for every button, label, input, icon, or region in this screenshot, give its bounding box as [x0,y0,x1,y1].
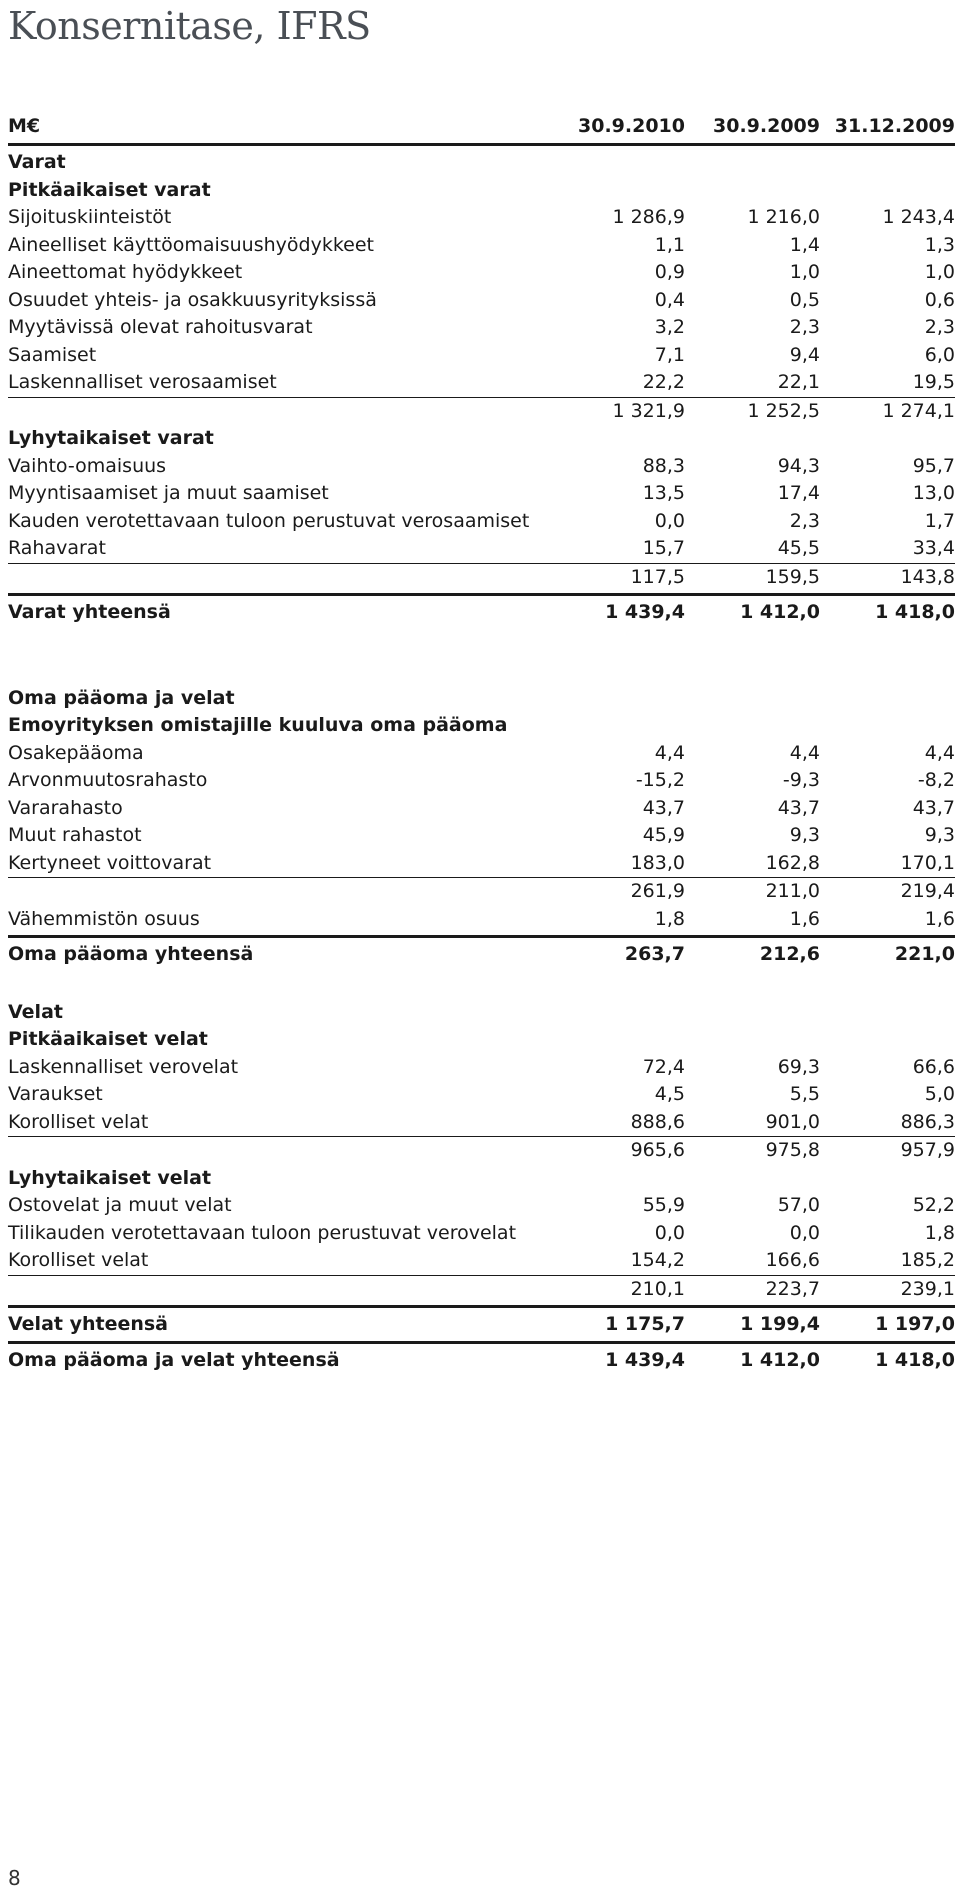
table-row [8,906,955,934]
table-row [8,599,955,627]
value-cell: 1,3 [924,233,955,256]
value-cell: 17,4 [777,482,820,504]
value-cell: 1,6 [924,907,955,930]
value-cell: 1 175,7 [605,1313,685,1335]
value-cell: 1 274,1 [882,399,955,422]
value-cell: 13,0 [912,482,955,504]
row-label: Vähemmistön osuus [8,907,200,930]
value-cell: -15,2 [635,769,685,791]
table-row [8,453,955,481]
value-cell: 33,4 [912,537,955,559]
section-heading [8,149,955,177]
section-spacer [8,627,955,685]
value-cell: 901,0 [765,1110,820,1133]
value-cell: 1 418,0 [875,601,955,623]
row-label: Laskennalliset verosaamiset [8,371,277,393]
value-cell: 5,0 [924,1083,955,1105]
row-label: Varat yhteensä [8,601,171,623]
row-label: Myyntisaamiset ja muut saamiset [8,482,329,504]
value-cell: 263,7 [624,943,685,965]
value-cell: 1,1 [654,233,685,256]
row-label: Oma pääoma ja velat yhteensä [8,1348,340,1371]
page-number: 8 [8,1866,21,1890]
section-heading [8,1165,955,1193]
value-cell: 9,3 [789,824,820,846]
value-cell: 210,1 [630,1277,685,1300]
value-cell: 88,3 [642,454,685,477]
table-row [8,767,955,795]
value-cell: 72,4 [642,1055,685,1078]
value-cell: 166,6 [765,1249,820,1271]
value-cell: 211,0 [765,880,820,902]
row-label: Kauden verotettavaan tuloon perustuvat verosaamiset [8,509,530,532]
subtotal-row [8,1137,955,1165]
row-label: Emoyrityksen omistajille kuuluva oma pääoma [8,714,508,736]
value-cell: 1,8 [924,1221,955,1244]
row-label: Vararahasto [8,796,123,819]
row-label: Korolliset velat [8,1249,149,1271]
table-row [8,1311,955,1339]
row-label: Lyhytaikaiset velat [8,1166,212,1189]
table-row [8,287,955,315]
value-cell: 55,9 [642,1194,685,1216]
value-cell: 965,6 [630,1139,685,1161]
value-cell: 1 197,0 [875,1313,955,1335]
value-cell: 154,2 [630,1249,685,1271]
value-cell: 0,0 [654,509,685,532]
value-cell: 15,7 [642,537,685,559]
table-row [8,1109,955,1137]
row-label: Velat yhteensä [8,1313,169,1335]
total-divider [8,593,955,596]
table-row [8,850,955,878]
value-cell: 159,5 [765,565,820,588]
section-heading [8,685,955,713]
value-cell: 0,0 [789,1221,820,1244]
value-cell: 1,4 [789,233,820,256]
value-cell: 1 439,4 [605,1348,685,1371]
table-row [8,232,955,260]
row-label: Osuudet yhteis- ja osakkuusyrityksissä [8,288,377,311]
table-row [8,740,955,768]
table-row [8,369,955,397]
value-cell: 2,3 [789,316,820,338]
value-cell: 4,4 [789,741,820,764]
subtotal-row [8,564,955,592]
subtotal-row [8,878,955,906]
value-cell: 4,5 [654,1083,685,1105]
value-cell: 212,6 [759,943,820,965]
row-label: Myytävissä olevat rahoitusvarat [8,316,313,338]
table-row [8,204,955,232]
table-row [8,508,955,536]
value-cell: 975,8 [765,1139,820,1161]
section-heading [8,177,955,205]
value-cell: 2,3 [924,316,955,338]
total-divider [8,1341,955,1344]
value-cell: 9,3 [924,824,955,846]
row-label: Muut rahastot [8,824,142,846]
row-label: Pitkäaikaiset velat [8,1028,208,1050]
value-cell: 0,4 [654,288,685,311]
table-row [8,314,955,342]
value-cell: 0,6 [924,288,955,311]
unit-label: M€ [8,115,41,137]
value-cell: 1 199,4 [740,1313,820,1335]
value-cell: -8,2 [917,769,955,791]
row-label: Rahavarat [8,537,106,559]
row-label: Aineelliset käyttöomaisuushyödykkeet [8,233,375,256]
table-header [8,113,955,141]
value-cell: 886,3 [900,1110,955,1133]
value-cell: 1,7 [924,509,955,532]
section-heading [8,999,955,1027]
value-cell: 0,5 [789,288,820,311]
balance-sheet-table [8,113,955,1374]
value-cell: 162,8 [765,851,820,874]
subtotal-row [8,398,955,426]
value-cell: 185,2 [900,1249,955,1271]
row-label: Kertyneet voittovarat [8,851,212,874]
value-cell: 45,5 [777,537,820,559]
row-label: Saamiset [8,343,97,366]
value-cell: 219,4 [900,880,955,902]
row-label: Laskennalliset verovelat [8,1055,239,1078]
value-cell: 52,2 [912,1194,955,1216]
table-row [8,535,955,563]
value-cell: 1 321,9 [612,399,685,422]
table-row [8,259,955,287]
value-cell: -9,3 [782,769,820,791]
row-label: Aineettomat hyödykkeet [8,261,243,283]
value-cell: 45,9 [642,824,685,846]
value-cell: 1 412,0 [740,1348,820,1371]
value-cell: 13,5 [642,482,685,504]
table-row [8,1220,955,1248]
value-cell: 1 243,4 [882,206,955,228]
column-header-30-9-2010: 30.9.2010 [578,115,685,137]
value-cell: 43,7 [642,796,685,819]
row-label: Korolliset velat [8,1110,149,1133]
value-cell: 1 286,9 [612,206,685,228]
table-row [8,822,955,850]
value-cell: 6,0 [924,343,955,366]
section-heading [8,425,955,453]
value-cell: 957,9 [900,1139,955,1161]
table-row [8,1192,955,1220]
row-label: Varaukset [8,1083,103,1105]
value-cell: 3,2 [654,316,685,338]
value-cell: 1,0 [789,261,820,283]
page-title: Konsernitase, IFRS [8,4,371,48]
row-label: Tilikauden verotettavaan tuloon perustuvat verovelat [8,1221,517,1244]
subtotal-row [8,1276,955,1304]
value-cell: 19,5 [912,371,955,393]
value-cell: 94,3 [777,454,820,477]
row-label: Sijoituskiinteistöt [8,206,172,228]
value-cell: 4,4 [924,741,955,764]
value-cell: 9,4 [789,343,820,366]
value-cell: 221,0 [894,943,955,965]
value-cell: 22,1 [777,371,820,393]
value-cell: 69,3 [777,1055,820,1078]
value-cell: 117,5 [630,565,685,588]
value-cell: 143,8 [900,565,955,588]
total-divider [8,1305,955,1308]
value-cell: 43,7 [777,796,820,819]
value-cell: 1 439,4 [605,601,685,623]
value-cell: 1 418,0 [875,1348,955,1371]
column-header-30-9-2009: 30.9.2009 [713,115,820,137]
value-cell: 1 216,0 [747,206,820,228]
value-cell: 170,1 [900,851,955,874]
total-divider [8,935,955,938]
value-cell: 2,3 [789,509,820,532]
table-row [8,480,955,508]
value-cell: 0,0 [654,1221,685,1244]
value-cell: 5,5 [789,1083,820,1105]
table-row [8,1247,955,1275]
value-cell: 66,6 [912,1055,955,1078]
row-label: Vaihto-omaisuus [8,454,167,477]
value-cell: 888,6 [630,1110,685,1133]
row-label: Lyhytaikaiset varat [8,427,214,449]
value-cell: 223,7 [765,1277,820,1300]
header-divider [8,143,955,146]
row-label: Varat [8,151,66,173]
value-cell: 43,7 [912,796,955,819]
row-label: Ostovelat ja muut velat [8,1194,232,1216]
table-row [8,941,955,969]
section-heading [8,1026,955,1054]
table-row [8,1054,955,1082]
value-cell: 1 252,5 [747,399,820,422]
table-row [8,795,955,823]
section-spacer [8,969,955,999]
value-cell: 1,0 [924,261,955,283]
row-label: Osakepääoma [8,741,144,764]
value-cell: 95,7 [912,454,955,477]
table-body [8,149,955,1374]
value-cell: 22,2 [642,371,685,393]
value-cell: 261,9 [630,880,685,902]
section-heading [8,712,955,740]
table-row [8,1081,955,1109]
row-label: Velat [8,1000,63,1023]
value-cell: 1,8 [654,907,685,930]
row-label: Arvonmuutosrahasto [8,769,208,791]
value-cell: 239,1 [900,1277,955,1300]
column-header-31-12-2009: 31.12.2009 [834,115,955,137]
row-label: Oma pääoma yhteensä [8,943,254,965]
table-row [8,1347,955,1375]
row-label: Oma pääoma ja velat [8,686,235,709]
value-cell: 7,1 [654,343,685,366]
value-cell: 57,0 [777,1194,820,1216]
row-label: Pitkäaikaiset varat [8,178,211,201]
value-cell: 183,0 [630,851,685,874]
table-row [8,342,955,370]
value-cell: 4,4 [654,741,685,764]
value-cell: 0,9 [654,261,685,283]
value-cell: 1 412,0 [740,601,820,623]
value-cell: 1,6 [789,907,820,930]
